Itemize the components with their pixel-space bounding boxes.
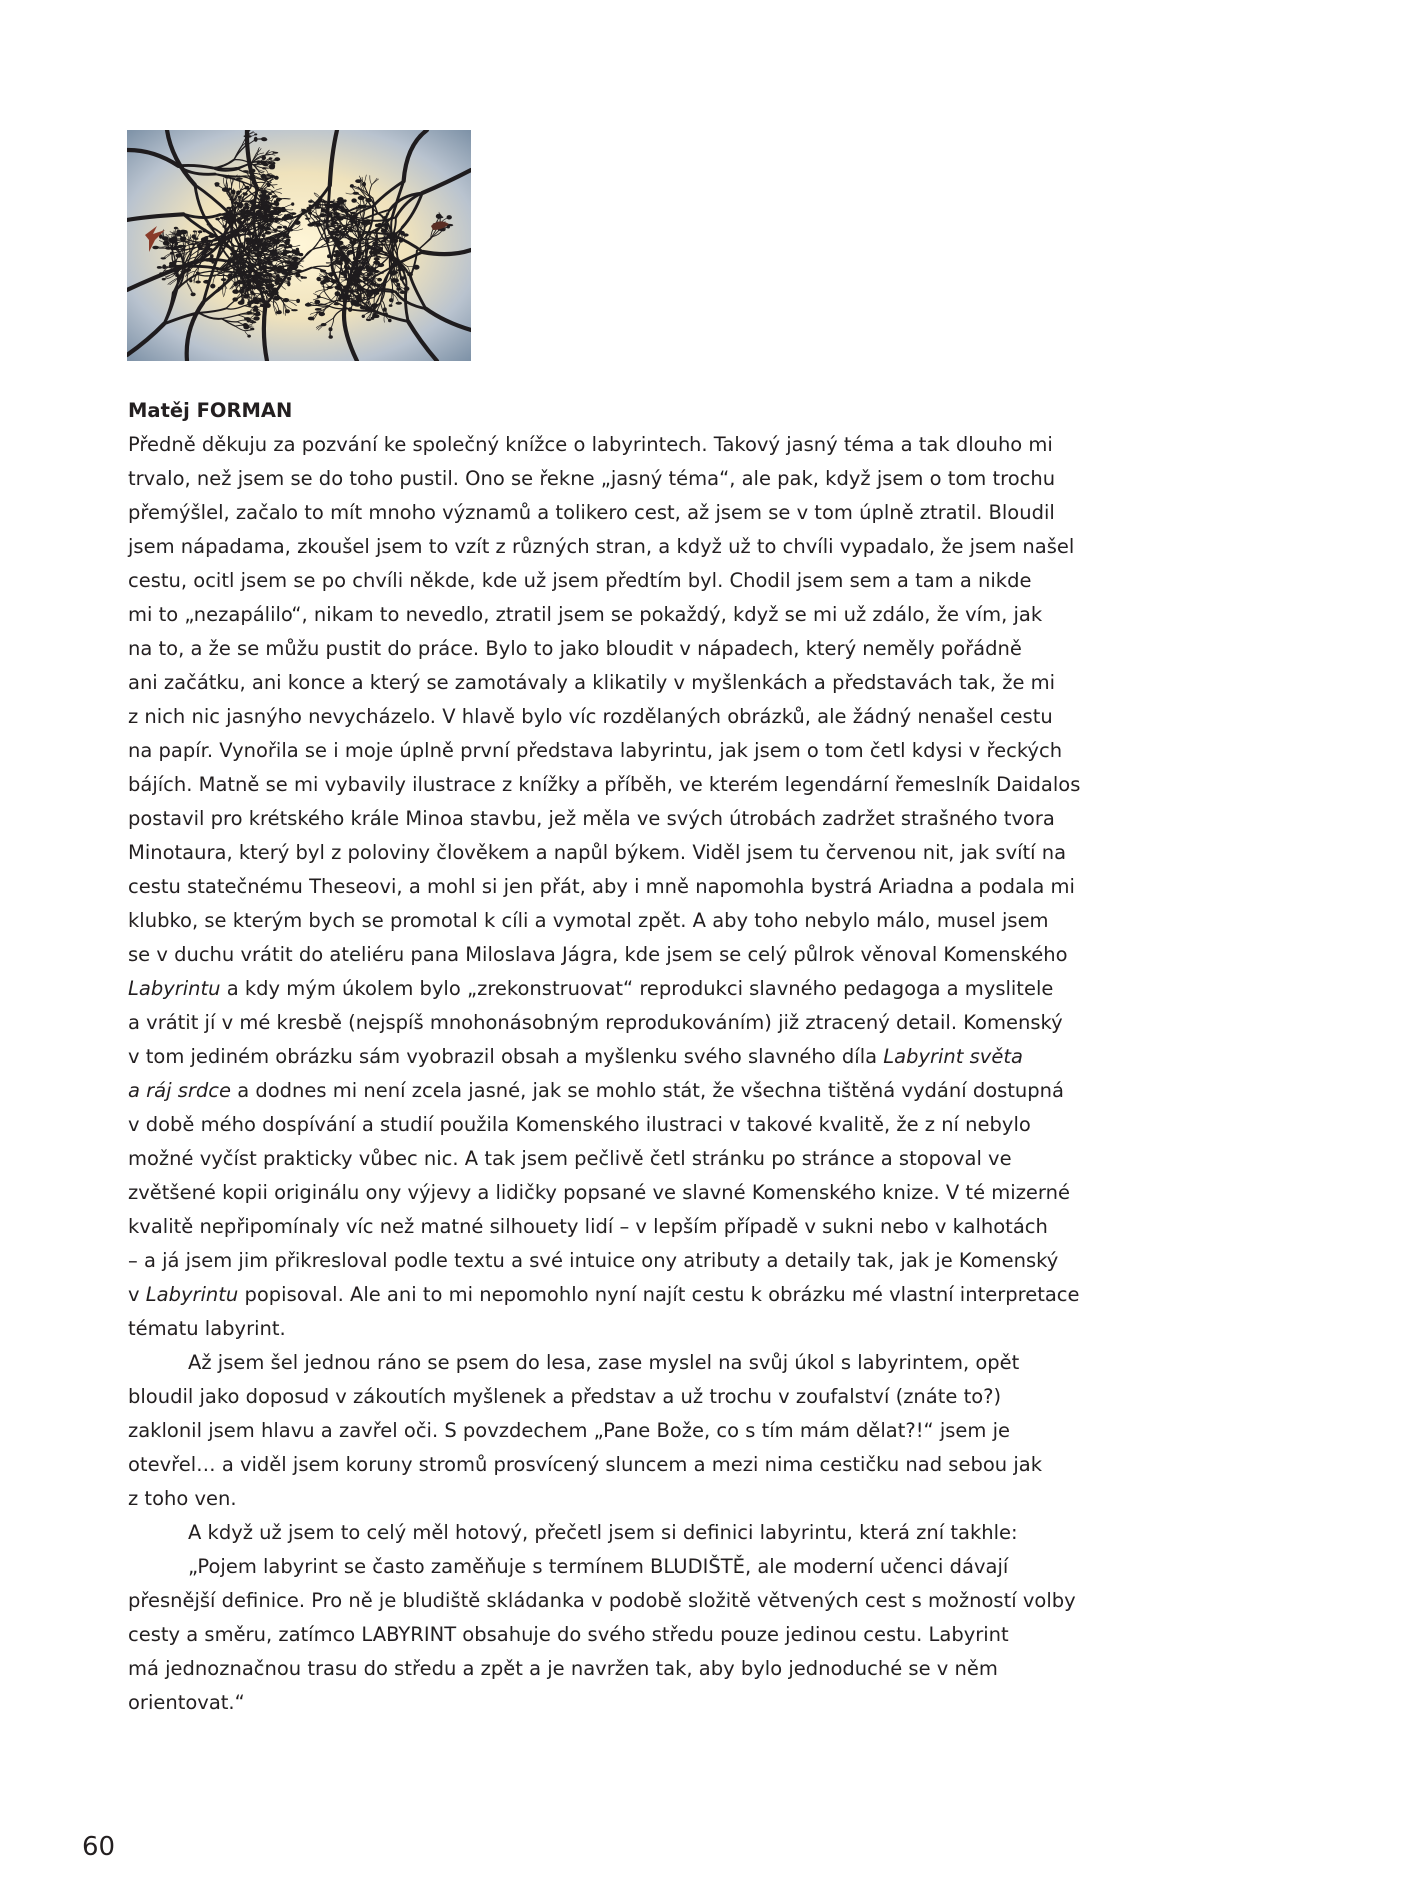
text-line [128, 666, 1168, 700]
text-line [128, 802, 1168, 836]
text-line [128, 1652, 1168, 1686]
article-body [128, 428, 1168, 1720]
text-line [128, 768, 1168, 802]
text-span: postavil pro krétského krále Minoa stavbu, jež měla ve svých útrobách zadržet strašného tvora [128, 807, 1055, 830]
text-span: „Pojem labyrint se často zaměňuje s termínem BLUDIŠTĚ, ale moderní učenci dávají [188, 1555, 1009, 1578]
text-span: Až jsem šel jednou ráno se psem do lesa, zase myslel na svůj úkol s labyrintem, opět [188, 1351, 1020, 1374]
text-span: přesnější definice. Pro ně je bludiště skládanka v podobě složitě větvených cest s možností volby [128, 1589, 1076, 1612]
text-span: Předně děkuju za pozvání ke společný knížce o labyrintech. Takový jasný téma a tak dlouho mi [128, 433, 1053, 456]
text-span: kvalitě nepřipomínaly víc než matné silhouety lidí – v lepším případě v sukni nebo v kalhotách [128, 1215, 1048, 1238]
text-span: na papír. Vynořila se i moje úplně první představa labyrintu, jak jsem o tom četl kdysi v řeckých [128, 739, 1063, 762]
text-line [128, 1176, 1168, 1210]
text-span: klubko, se kterým bych se promotal k cíli a vymotal zpět. A aby toho nebylo málo, musel jsem [128, 909, 1049, 932]
text-line [128, 1584, 1168, 1618]
text-line [128, 1346, 1168, 1380]
text-line [128, 428, 1168, 462]
text-span: možné vyčíst prakticky vůbec nic. A tak jsem pečlivě četl stránku po stránce a stopoval ve [128, 1147, 1012, 1170]
text-line [128, 1006, 1168, 1040]
text-span: přemýšlel, začalo to mít mnoho významů a tolikero cest, až jsem se v tom úplně ztratil. Bloudil [128, 501, 1055, 524]
text-span: cesty a směru, zatímco LABYRINT obsahuje do svého středu pouze jedinou cestu. Labyrint [128, 1623, 1009, 1646]
text-span: a kdy mým úkolem bylo „zrekonstruovat“ reprodukci slavného pedagoga a myslitele [220, 977, 1054, 1000]
text-line [128, 462, 1168, 496]
author-name: Matěj FORMAN [128, 399, 293, 422]
text-line [128, 1278, 1168, 1312]
text-line [128, 496, 1168, 530]
text-line [128, 938, 1168, 972]
text-span: orientovat.“ [128, 1691, 245, 1714]
text-line [128, 1686, 1168, 1720]
text-line [128, 1414, 1168, 1448]
article [128, 394, 1168, 1720]
text-span: trvalo, než jsem se do toho pustil. Ono se řekne „jasný téma“, ale pak, když jsem o tom trochu [128, 467, 1056, 490]
text-span: mi to „nezapálilo“, nikam to nevedlo, ztratil jsem se pokaždý, když se mi už zdálo, že vím, jak [128, 603, 1043, 626]
text-span: se v duchu vrátit do ateliéru pana Miloslava Jágra, kde jsem se celý půlrok věnoval Komenského [128, 943, 1068, 966]
text-span: a vrátit jí v mé kresbě (nejspíš mnohonásobným reprodukováním) již ztracený detail. Komenský [128, 1011, 1063, 1034]
text-span: má jednoznačnou trasu do středu a zpět a je navržen tak, aby bylo jednoduché se v něm [128, 1657, 998, 1680]
text-line [128, 1108, 1168, 1142]
text-span: popisoval. Ale ani to mi nepomohlo nyní najít cestu k obrázku mé vlastní interpretace [238, 1283, 1080, 1306]
text-line [128, 904, 1168, 938]
text-line [128, 1074, 1168, 1108]
text-line [128, 530, 1168, 564]
text-line [128, 1482, 1168, 1516]
italic-title: Labyrintu [145, 1283, 239, 1306]
text-span: otevřel… a viděl jsem koruny stromů prosvícený sluncem a mezi nima cestičku nad sebou jak [128, 1453, 1042, 1476]
text-span: v tom jediném obrázku sám vyobrazil obsah a myšlenku svého slavného díla [128, 1045, 884, 1068]
text-line [128, 1210, 1168, 1244]
text-span: a dodnes mi není zcela jasné, jak se mohlo stát, že všechna tištěná vydání dostupná [231, 1079, 1064, 1102]
text-span: z nich nic jasnýho nevycházelo. V hlavě bylo víc rozdělaných obrázků, ale žádný nenašel cestu [128, 705, 1053, 728]
text-line [128, 836, 1168, 870]
text-line [128, 1244, 1168, 1278]
text-line [128, 1040, 1168, 1074]
text-span: zvětšené kopii originálu ony výjevy a lidičky popsané ve slavné Komenského knize. V té mizerné [128, 1181, 1070, 1204]
italic-title: Labyrintu [128, 977, 221, 1000]
text-line [128, 598, 1168, 632]
text-span: bloudil jako doposud v zákoutích myšlenek a představ a už trochu v zoufalství (znáte to?) [128, 1385, 1002, 1408]
text-span: cestu statečnému Theseovi, a mohl si jen přát, aby i mně napomohla bystrá Ariadna a podala mi [128, 875, 1075, 898]
text-span: A když už jsem to celý měl hotový, přečetl jsem si definici labyrintu, která zní takhle: [188, 1521, 1018, 1544]
text-span: – a já jsem jim přikresloval podle textu a své intuice ony atributy a detaily tak, jak je Komenský [128, 1249, 1059, 1272]
text-line [128, 1380, 1168, 1414]
text-line [128, 1550, 1168, 1584]
text-span: z toho ven. [128, 1487, 237, 1510]
text-line [128, 870, 1168, 904]
text-span: zaklonil jsem hlavu a zavřel oči. S povzdechem „Pane Bože, co s tím mám dělat?!“ jsem je [128, 1419, 1011, 1442]
text-span: bájích. Matně se mi vybavily ilustrace z knížky a příběh, ve kterém legendární řemeslník Daidalos [128, 773, 1081, 796]
text-span: ani začátku, ani konce a který se zamotávaly a klikatily v myšlenkách a představách tak, že mi [128, 671, 1056, 694]
text-line [128, 564, 1168, 598]
text-line [128, 1618, 1168, 1652]
text-line [128, 734, 1168, 768]
italic-title: a ráj srdce [128, 1079, 232, 1102]
text-span: Minotaura, který byl z poloviny člověkem a napůl býkem. Viděl jsem tu červenou nit, jak svítí na [128, 841, 1067, 864]
italic-title: Labyrint světa [883, 1045, 1023, 1068]
text-span: tématu labyrint. [128, 1317, 286, 1340]
text-span: cestu, ocitl jsem se po chvíli někde, kde už jsem předtím byl. Chodil jsem sem a tam a nikde [128, 569, 1032, 592]
text-span: v [128, 1283, 146, 1306]
text-line [128, 972, 1168, 1006]
text-span: v době mého dospívání a studií použila Komenského ilustraci v takové kvalitě, že z ní nebylo [128, 1113, 1031, 1136]
text-span: jsem nápadama, zkoušel jsem to vzít z různých stran, a když už to chvíli vypadalo, že jsem našel [128, 535, 1075, 558]
text-line [128, 1516, 1168, 1550]
text-line [128, 632, 1168, 666]
text-line [128, 1312, 1168, 1346]
page-number: 60 [82, 1832, 116, 1862]
text-line [128, 1142, 1168, 1176]
tree-canopy-illustration [127, 130, 471, 361]
text-line [128, 700, 1168, 734]
text-line [128, 1448, 1168, 1482]
text-span: na to, a že se můžu pustit do práce. Bylo to jako bloudit v nápadech, který neměly pořádně [128, 637, 1022, 660]
